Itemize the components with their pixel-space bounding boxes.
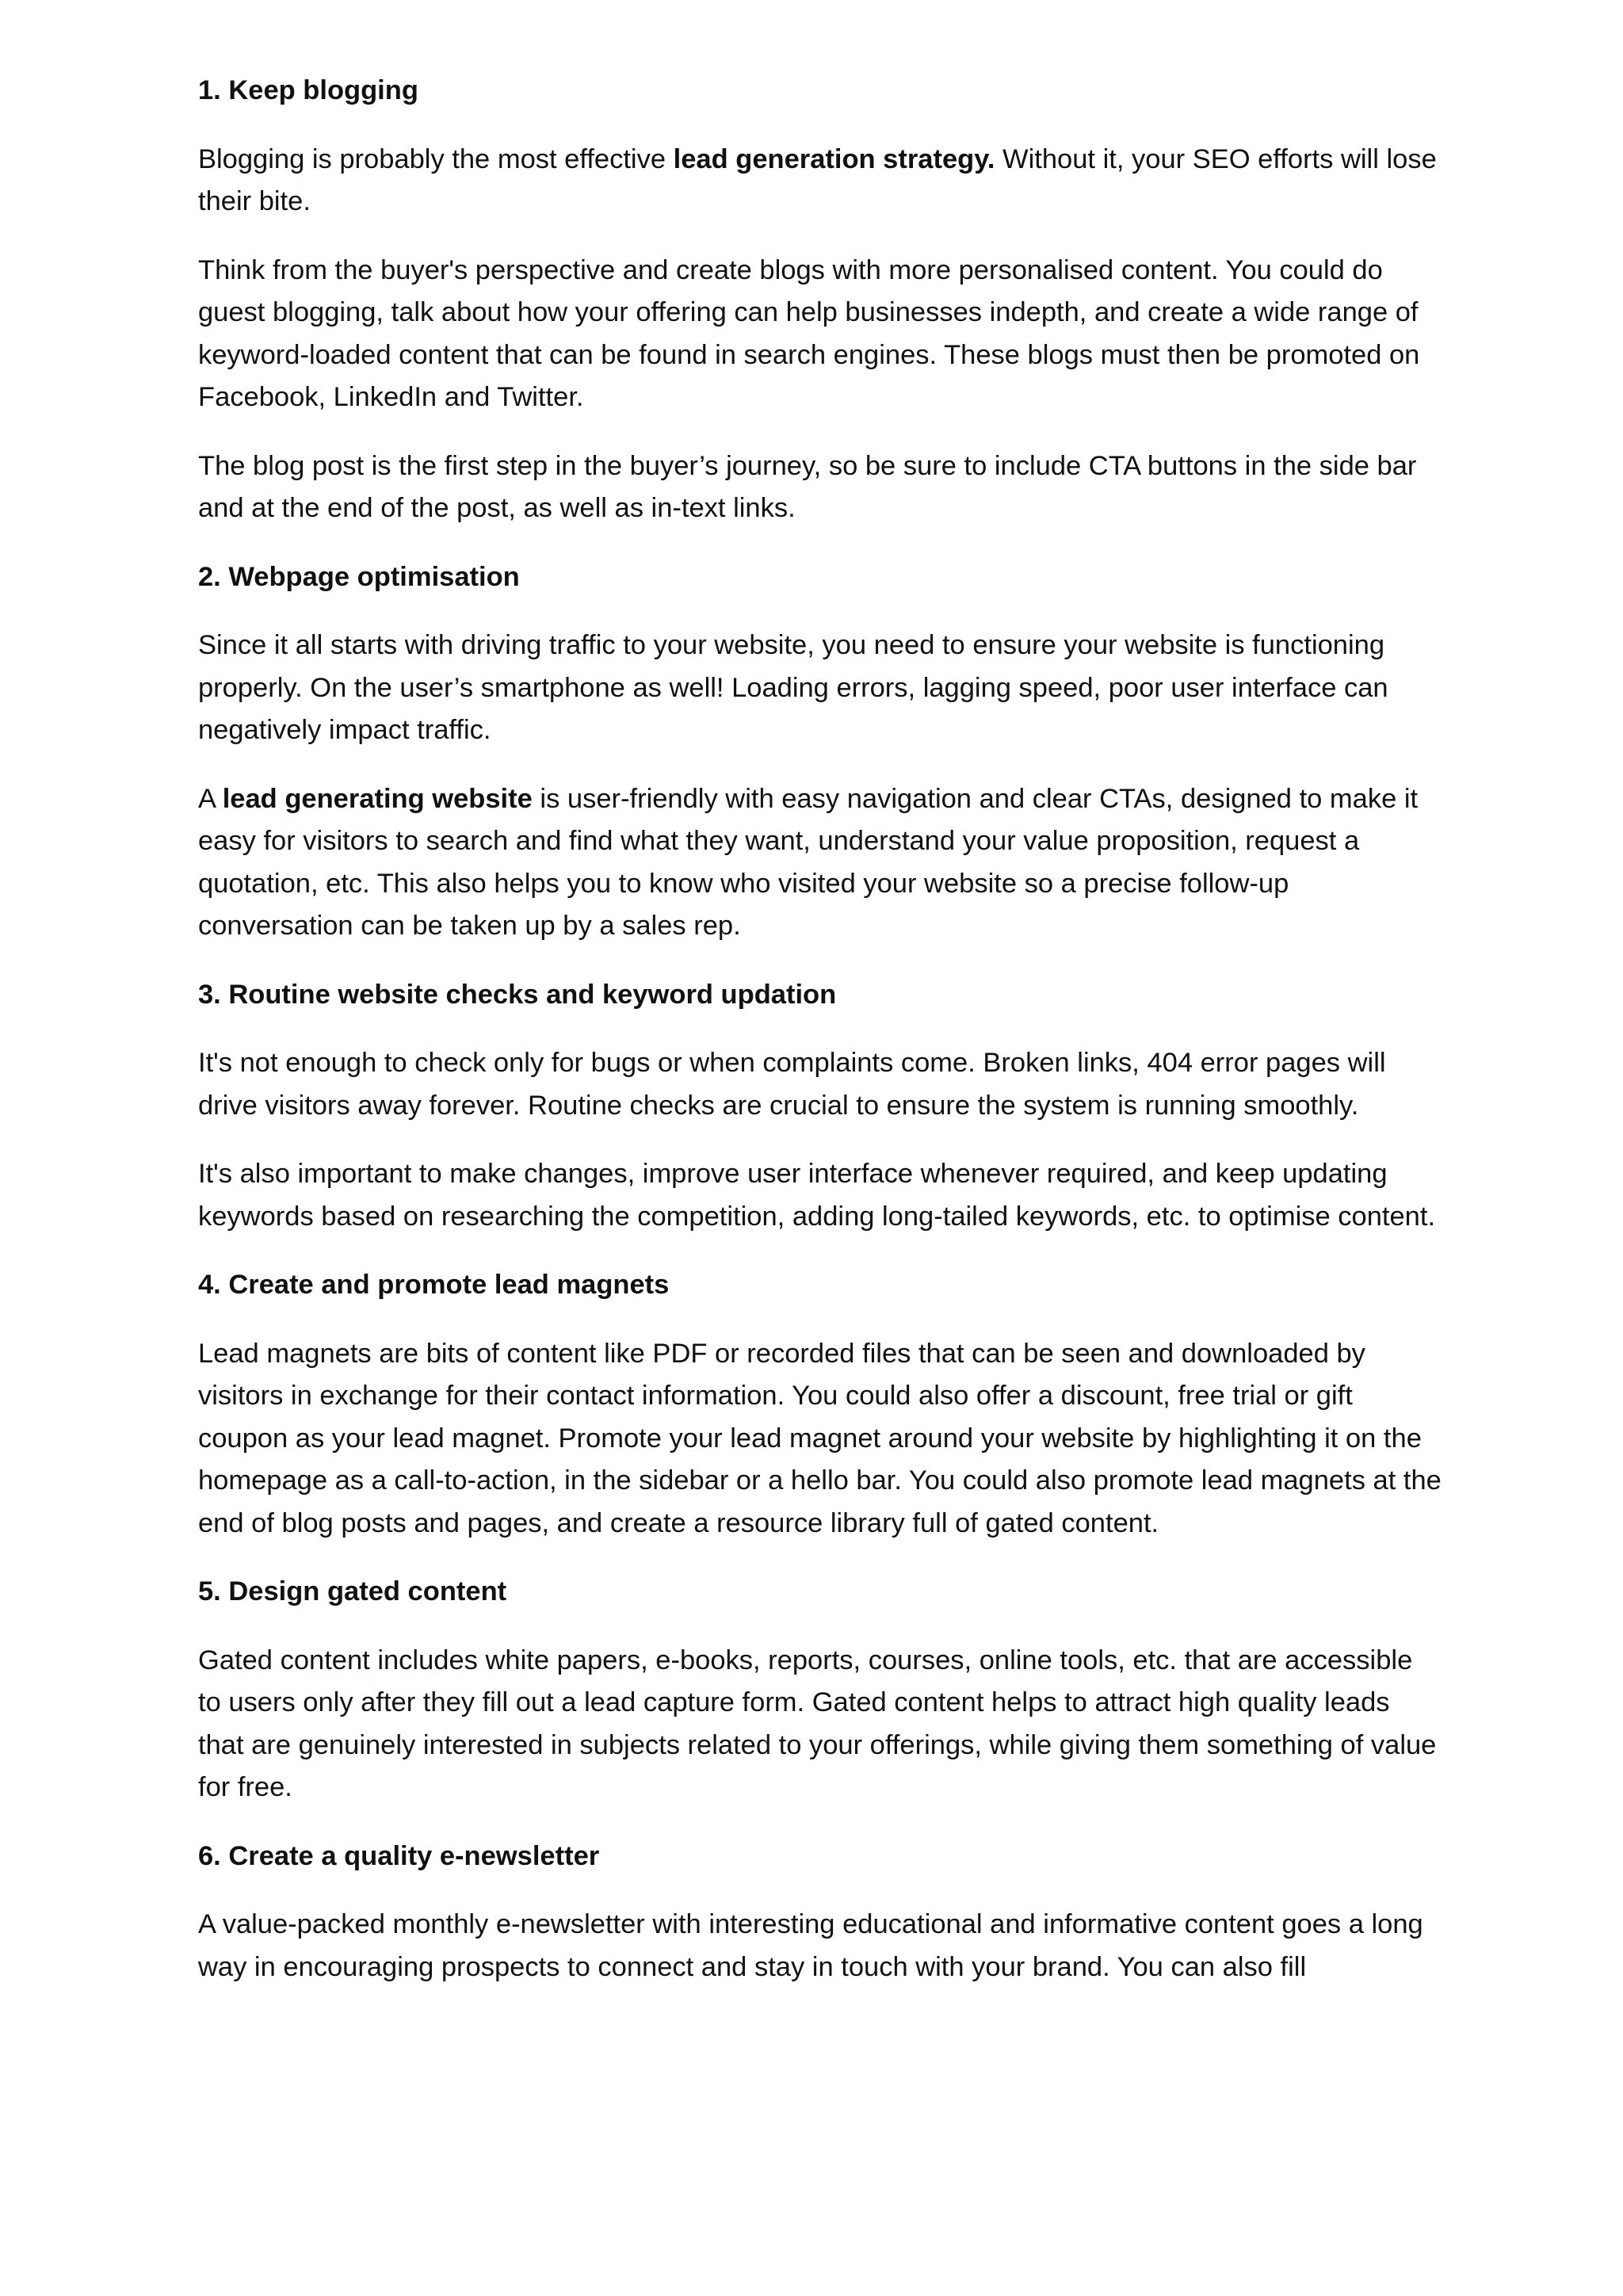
text-run: Since it all starts with driving traffic to your website, you need to ensure your website is functioning properly. On the user’s smartphone as well! Loading errors, lagging speed, poor user interface can negatively impact traffic. <box>198 630 1388 745</box>
text-run: A <box>198 783 223 814</box>
body-paragraph <box>198 1904 1442 1988</box>
body-paragraph <box>198 1640 1442 1809</box>
text-run: A value-packed monthly e-newsletter with interesting educational and informative content goes a long way in encouraging prospects to connect and stay in touch with your brand. You can also fill <box>198 1909 1423 1982</box>
section-heading: 5. Design gated content <box>198 1576 507 1606</box>
body-paragraph <box>198 139 1442 223</box>
body-paragraph <box>198 445 1442 530</box>
body-paragraph <box>198 778 1442 948</box>
text-run: Lead magnets are bits of content like PDF or recorded files that can be seen and downloaded by visitors in exchange for their contact information. You could also offer a discount, free trial or gift coupon as your lead magnet. Promote your lead magnet around your website by highlighting it on the homepage as a call-to-action, in the sidebar or a hello bar. You could also promote lead magnets at the end of blog posts and pages, and create a resource library full of gated content. <box>198 1338 1442 1538</box>
text-run: It's also important to make changes, improve user interface whenever required, and keep updating keywords based on researching the competition, adding long-tailed keywords, etc. to optimise content. <box>198 1159 1436 1232</box>
section-heading: 1. Keep blogging <box>198 75 418 105</box>
section-heading: 2. Webpage optimisation <box>198 561 520 592</box>
body-paragraph <box>198 625 1442 752</box>
text-run: Think from the buyer's perspective and create blogs with more personalised content. You could do guest blogging, talk about how your offering can help businesses indepth, and create a wide range of keyword-loaded content that can be found in search engines. These blogs must then be promoted on Facebook, LinkedIn and Twitter. <box>198 254 1420 412</box>
document-page <box>198 70 1442 2015</box>
bold-phrase: lead generating website <box>222 783 533 814</box>
text-run: Without it, your SEO efforts will lose their bite. <box>198 143 1437 216</box>
section-heading: 3. Routine website checks and keyword updation <box>198 979 837 1010</box>
body-paragraph <box>198 250 1442 419</box>
text-run: It's not enough to check only for bugs or when complaints come. Broken links, 404 error pages will drive visitors away forever. Routine checks are crucial to ensure the system is running smoothly. <box>198 1048 1386 1121</box>
text-run: The blog post is the first step in the buyer’s journey, so be sure to include CTA buttons in the side bar and at the end of the post, as well as in-text links. <box>198 450 1417 523</box>
text-run: is user-friendly with easy navigation and clear CTAs, designed to make it easy for visitors to search and find what they want, understand your value proposition, request a quotation, etc. This also helps you to know who visited your website so a precise follow-up conversation can be taken up by a sales rep. <box>198 783 1419 941</box>
body-paragraph <box>198 1333 1442 1545</box>
section-heading: 4. Create and promote lead magnets <box>198 1270 670 1300</box>
text-run: Gated content includes white papers, e-books, reports, courses, online tools, etc. that are accessible to users only after they fill out a lead capture form. Gated content helps to attract high quality leads that are genuinely interested in subjects related to your offerings, while giving them something of value for free. <box>198 1645 1437 1802</box>
body-paragraph <box>198 1153 1442 1238</box>
section-heading: 6. Create a quality e-newsletter <box>198 1840 600 1871</box>
text-run: Blogging is probably the most effective <box>198 143 674 174</box>
bold-phrase: lead generation strategy. <box>673 143 995 174</box>
body-paragraph <box>198 1042 1442 1127</box>
